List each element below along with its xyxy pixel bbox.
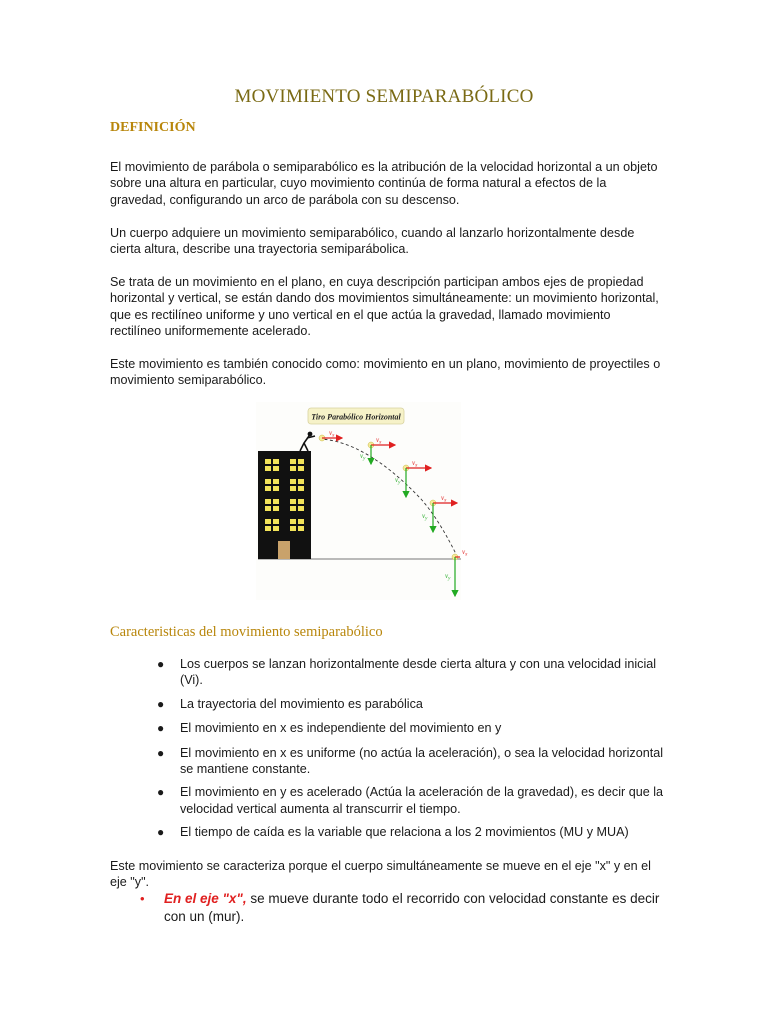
definition-heading: DEFINICIÓN xyxy=(110,120,196,135)
vx-label: $v_x$ xyxy=(329,429,335,439)
x-axis-bullet xyxy=(140,890,660,926)
projectile-figure xyxy=(256,402,468,600)
vy-label: $v_y$ xyxy=(360,452,366,462)
x-axis-text: se mueve durante todo el recorrido con velocidad constante es decir con un (mur). xyxy=(164,891,660,924)
vx-label: $v_x$ xyxy=(412,459,418,469)
bullet-icon: ● xyxy=(157,785,165,800)
page-title: MOVIMIENTO SEMIPARABÓLICO xyxy=(234,86,534,107)
list-item: ● La trayectoria del movimiento es parabólica xyxy=(157,696,423,711)
definition-paragraph-1: El movimiento de parábola o semiparabólico es la atribución de la velocidad horizontal a un objeto sobre una altura en particular, cuyo movimiento continúa de forma natural a efectos de la gravedad, configurando un arco de parábola con su descenso. xyxy=(110,160,658,207)
list-item: ● El movimiento en x es uniforme (no actúa la aceleración), o sea la velocidad horizontal se mantiene constante. xyxy=(157,745,664,777)
figure-title: Tiro Parabólico Horizontal xyxy=(311,412,401,422)
definition-paragraph-3: Se trata de un movimiento en el plano, en cuya descripción participan ambos ejes de propiedad horizontal y vertical, se están dando dos movimientos simultáneamente: un movimiento horizontal, que es rectilíneo uniforme y uno vertical en el que actúa la gravedad, llamado movimiento rectilíneo uniformemente acelerado. xyxy=(110,275,659,339)
vx-label: $v_x$ xyxy=(462,548,468,558)
bullet-icon: ● xyxy=(157,825,165,840)
bullet-icon: ● xyxy=(157,657,165,671)
vy-label: $v_y$ xyxy=(395,476,401,486)
list-item: ● Los cuerpos se lanzan horizontalmente desde cierta altura y con una velocidad inicial (Vi). xyxy=(157,657,657,688)
red-bullet-icon: • xyxy=(140,891,145,906)
bullet-icon: ● xyxy=(157,721,165,736)
bullet-icon: ● xyxy=(157,696,165,711)
building-icon xyxy=(258,451,311,559)
x-axis-label: En el eje "x", xyxy=(164,891,247,906)
list-item: ● El movimiento en y es acelerado (Actúa la aceleración de la gravedad), es decir que la velocidad vertical aumenta al transcurrir el tiempo. xyxy=(157,785,664,816)
vx-label: $v_x$ xyxy=(376,436,382,446)
list-item: ● El tiempo de caída es la variable que relaciona a los 2 movimientos (MU y MUA) xyxy=(157,825,629,840)
characteristics-summary: Este movimiento se caracteriza porque el cuerpo simultáneamente se mueve en el eje "x" y en el eje "y". xyxy=(110,859,651,890)
characteristics-list xyxy=(110,656,670,848)
vy-label: $v_y$ xyxy=(422,512,428,522)
vx-label: $v_x$ xyxy=(441,494,447,504)
bullet-icon: ● xyxy=(157,745,165,760)
vy-label: $v_y$ xyxy=(445,572,451,582)
characteristics-heading: Caracteristicas del movimiento semiparabólico xyxy=(110,624,383,640)
definition-paragraph-2: Un cuerpo adquiere un movimiento semiparabólico, cuando al lanzarlo horizontalmente desde cierta altura, describe una trayectoria semiparábolica. xyxy=(110,226,635,257)
definition-paragraph-4: Este movimiento es también conocido como: movimiento en un plano, movimiento de proyectiles o movimiento semiparabólico. xyxy=(110,357,661,388)
list-item: ● El movimiento en x es independiente del movimiento en y xyxy=(157,721,502,736)
